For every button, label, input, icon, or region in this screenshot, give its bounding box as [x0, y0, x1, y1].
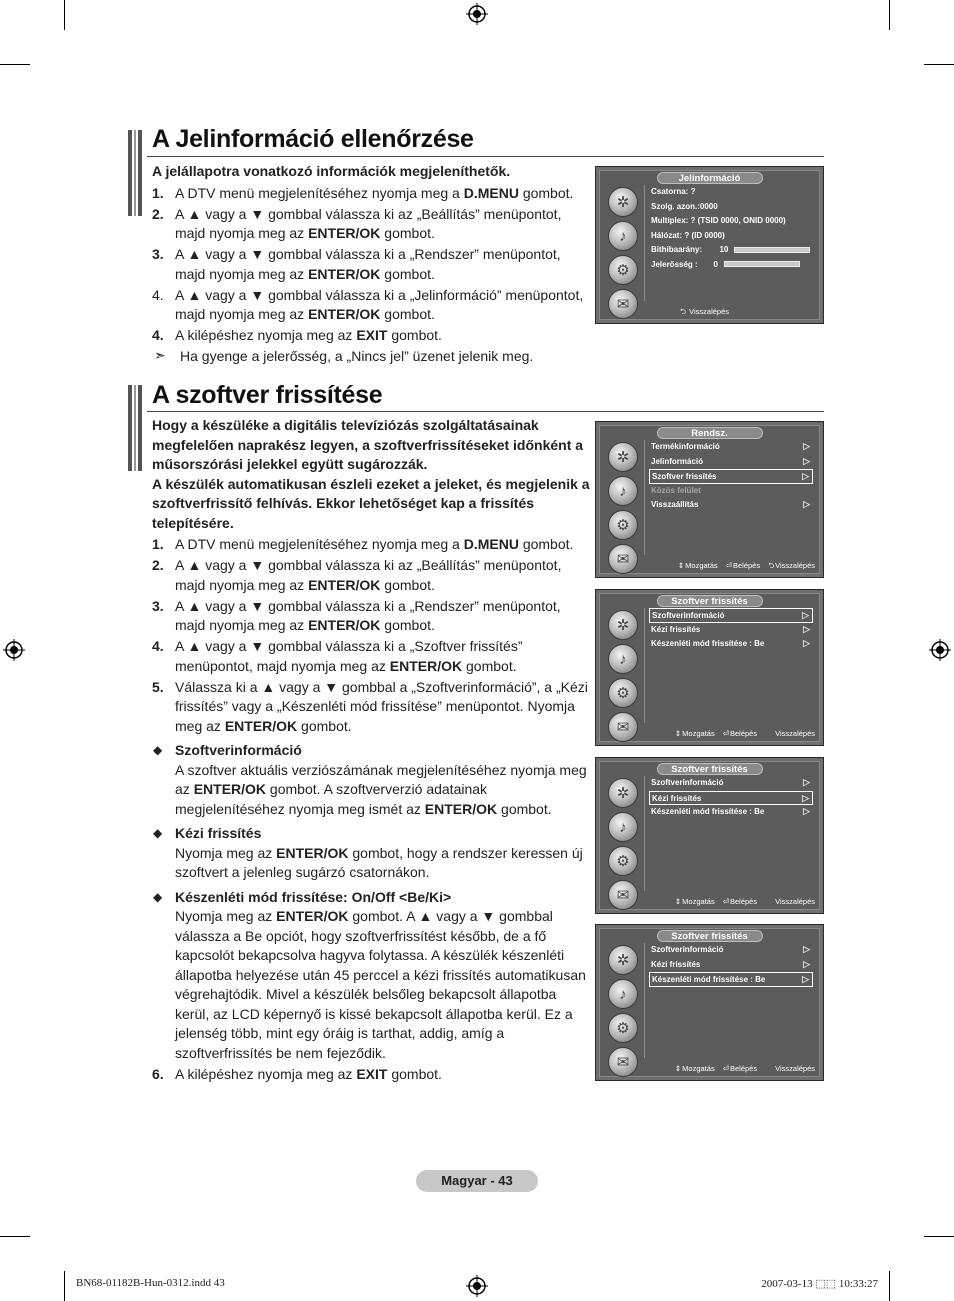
- setup-menu-icon: ⚙: [608, 1013, 638, 1043]
- step-item: 4. A kilépéshez nyomja meg az EXIT gombot.: [152, 327, 442, 343]
- arrow-right-icon: ▷: [802, 610, 809, 620]
- picture-menu-icon: ✲: [608, 442, 638, 472]
- ber-row: Bithibaarány: 10: [649, 243, 813, 258]
- section-title-jelinformacio: A Jelinformáció ellenőrzése: [152, 125, 474, 153]
- print-date: 2007-03-13 ⬚⬚ 10:33:27: [761, 1278, 878, 1290]
- arrow-right-icon: ▷: [803, 623, 810, 634]
- crop-mark: [0, 64, 30, 65]
- tv-screen-szoftver-2: [595, 757, 824, 914]
- sound-menu-icon: ♪: [608, 979, 638, 1009]
- input-menu-icon: ✉: [608, 289, 638, 319]
- arrow-right-icon: ▷: [803, 944, 810, 954]
- menu-item: Kézi frissítés ▷: [651, 623, 810, 634]
- setup-menu-icon: ⚙: [608, 846, 638, 876]
- crop-mark: [889, 0, 890, 30]
- section1-intro: A jelállapotra vonatkozó információk megjeleníthetők.: [152, 163, 511, 179]
- section-title-szoftver: A szoftver frissítése: [152, 381, 383, 409]
- crop-mark: [64, 0, 65, 30]
- section-rule: [147, 411, 824, 412]
- step-item: 1. A DTV menü megjelenítéséhez nyomja meg a D.MENU gombot.: [152, 536, 574, 552]
- arrow-right-icon: ▷: [803, 499, 810, 509]
- registration-mark-icon: [466, 3, 488, 25]
- step-item: 2. A ▲ vagy a ▼ gombbal válassza ki az „Beállítás” menüpontot, majd nyomja meg az ENTER/OK gombot.: [152, 557, 562, 593]
- sound-menu-icon: ♪: [608, 644, 638, 674]
- picture-menu-icon: ✲: [608, 610, 638, 640]
- menu-item: Visszaállítás ▷: [651, 499, 810, 509]
- section2-intro2: A készülék automatikusan észleli ezeket a jeleket, és megjelenik a szoftverfrissítő felhívás. Ekkor lehetőséget kap a frissítés telepítésére.: [152, 475, 590, 531]
- screen-title: Szoftver frissítés: [657, 763, 763, 775]
- tv-screen-szoftver-3: [595, 924, 824, 1081]
- menu-item: Kézi frissítés ▷: [651, 958, 810, 969]
- diamond-icon: ◆: [153, 826, 163, 840]
- crop-mark: [924, 64, 954, 65]
- step-item: 3. A ▲ vagy a ▼ gombbal válassza ki a „Rendszer” menüpontot, majd nyomja meg az ENTER/OK gombot.: [152, 246, 561, 282]
- section-marker: [128, 130, 142, 216]
- screen-footer: ⇕Mozgatás ⏎Belépés Visszalépés: [674, 729, 815, 738]
- section-marker: [128, 385, 142, 471]
- screen-title: Rendsz.: [657, 427, 763, 439]
- tv-screen-rendsz: [595, 421, 824, 578]
- note-arrow-icon: ➣: [154, 346, 166, 363]
- bullet-item: ◆ Készenléti mód frissítése: On/Off <Be/Ki> Nyomja meg az ENTER/OK gombot. A ▲ vagy a ▼ gombbal válassza a Be opciót, hogy szoftverfrissítést később, de a fő kapcsolót bekapcsolva hagyva folytassa. A készülék készenléti állapotba helyezése után 45 perccel a kézi frissítés automatikusan végrehajtódik. Mivel a készülék belsőleg bekapcsolt állapotba kerül, az LCD képernyő is kissé bekapcsolt állapotba kerül. Ez a jelenség több, mint egy óráig is tarthat, addig, amíg a szoftverfrissítés be nem fejeződik.: [153, 888, 586, 1061]
- input-menu-icon: ✉: [608, 1047, 638, 1077]
- picture-menu-icon: ✲: [608, 778, 638, 808]
- crop-mark: [0, 1236, 30, 1237]
- input-menu-icon: ✉: [608, 712, 638, 742]
- arrow-right-icon: ▷: [803, 958, 810, 969]
- screen-footer: ⇕Mozgatás ⏎Belépés Visszalépés: [674, 897, 815, 906]
- diamond-icon: ◆: [153, 743, 163, 757]
- note: ➣ Ha gyenge a jelerősség, a „Nincs jel” üzenet jelenik meg.: [154, 346, 534, 364]
- screen-row: Csatorna: ?: [651, 187, 696, 196]
- screen-footer: ⇕Mozgatás ⏎Belépés Visszalépés: [674, 1064, 815, 1073]
- menu-item: Szoftverinformáció ▷: [651, 944, 810, 954]
- step-item: 4. A ▲ vagy a ▼ gombbal válassza ki a „Szoftver frissítés” menüpontot, majd nyomja meg az ENTER/OK gombot.: [152, 638, 523, 674]
- menu-item-selected: Szoftver frissítés ▷: [649, 469, 813, 484]
- arrow-right-icon: ▷: [802, 471, 809, 481]
- arrow-right-icon: ▷: [803, 638, 810, 648]
- registration-mark-icon: [466, 1275, 488, 1297]
- arrow-right-icon: ▷: [803, 777, 810, 787]
- sound-menu-icon: ♪: [608, 221, 638, 251]
- screen-title: Szoftver frissítés: [657, 930, 763, 942]
- section-rule: [147, 156, 824, 157]
- setup-menu-icon: ⚙: [608, 510, 638, 540]
- menu-item: Jelinformáció ▷: [651, 455, 810, 466]
- picture-menu-icon: ✲: [608, 945, 638, 975]
- print-file-name: BN68-01182B-Hun-0312.indd 43: [76, 1277, 225, 1289]
- tv-screen-jelinformacio: [595, 166, 824, 324]
- sound-menu-icon: ♪: [608, 476, 638, 506]
- diamond-icon: ◆: [153, 889, 163, 904]
- screen-title: Szoftver frissítés: [657, 595, 763, 607]
- setup-menu-icon: ⚙: [608, 678, 638, 708]
- bullet-item: ◆ Szoftverinformáció A szoftver aktuális verziószámának megjelenítéséhez nyomja meg az ENTER/OK gombot. A szoftververzió adatainak megjelenítéséhez nyomja meg ismét az ENTER/OK gombot.: [153, 742, 587, 817]
- menu-item: Készenléti mód frissítése : Be ▷: [651, 638, 810, 648]
- menu-item-selected: Kézi frissítés ▷: [649, 791, 813, 806]
- menu-item-selected: Szoftverinformáció ▷: [649, 608, 813, 623]
- input-menu-icon: ✉: [608, 880, 638, 910]
- screen-row: Hálózat: ? (ID 0000): [651, 230, 725, 240]
- crop-mark: [64, 1271, 65, 1301]
- step-item: 2. A ▲ vagy a ▼ gombbal válassza ki az „Beállítás” menüpontot, majd nyomja meg az ENTER/OK gombot.: [152, 205, 562, 241]
- signal-bar: [724, 261, 800, 267]
- registration-mark-icon: [929, 639, 951, 661]
- step-item: 4. A ▲ vagy a ▼ gombbal válassza ki a „Jelinformáció” menüpontot, majd nyomja meg az ENTER/OK gombot.: [152, 286, 584, 322]
- bullet-item: ◆ Kézi frissítés Nyomja meg az ENTER/OK gombot, hogy a rendszer keressen új szoftvert a jelenleg sugárzó csatornákon.: [153, 825, 583, 880]
- screen-row: Multiplex: ? (TSID 0000, ONID 0000): [651, 216, 786, 225]
- signal-row: Jelerősség : 0: [649, 258, 813, 273]
- page-number-badge: Magyar - 43: [416, 1170, 538, 1192]
- setup-menu-icon: ⚙: [608, 255, 638, 285]
- registration-mark-icon: [3, 639, 25, 661]
- menu-item: Szoftverinformáció ▷: [651, 777, 810, 787]
- step-item: 1. A DTV menü megjelenítéséhez nyomja meg a D.MENU gombot.: [152, 184, 574, 201]
- arrow-right-icon: ▷: [803, 455, 810, 466]
- menu-item: Készenléti mód frissítése : Be ▷: [651, 806, 810, 816]
- arrow-right-icon: ▷: [802, 974, 809, 984]
- menu-item-disabled: Közös felület: [651, 485, 701, 495]
- section1-body: [152, 162, 592, 366]
- tv-screen-szoftver-1: [595, 589, 824, 746]
- arrow-right-icon: ▷: [803, 806, 810, 816]
- input-menu-icon: ✉: [608, 544, 638, 574]
- arrow-right-icon: ▷: [803, 441, 810, 451]
- screen-footer: ⮌ Visszalépés: [680, 307, 729, 316]
- menu-item-selected: Készenléti mód frissítése : Be ▷: [649, 972, 813, 987]
- menu-item: Termékinformáció ▷: [651, 441, 810, 451]
- screen-title: Jelinformáció: [657, 172, 763, 184]
- section2-body: [152, 416, 590, 1085]
- crop-mark: [889, 1271, 890, 1301]
- screen-footer: ⇕Mozgatás ⏎Belépés ⮌Visszalépés: [677, 561, 815, 570]
- screen-row: Szolg. azon.:0000: [651, 201, 718, 211]
- step-item: 3. A ▲ vagy a ▼ gombbal válassza ki a „Rendszer” menüpontot, majd nyomja meg az ENTER/OK gombot.: [152, 597, 561, 633]
- ber-bar: [734, 247, 810, 253]
- arrow-right-icon: ▷: [802, 792, 809, 803]
- step-item: 5. Válassza ki a ▲ vagy a ▼ gombbal a „Szoftverinformáció”, a „Kézi frissítés” vagy a „Készenléti mód frissítése” menüpontot. Nyomja meg az ENTER/OK gombot.: [152, 678, 588, 734]
- sound-menu-icon: ♪: [608, 812, 638, 842]
- step-item: 6. A kilépéshez nyomja meg az EXIT gombot.: [152, 1066, 442, 1082]
- picture-menu-icon: ✲: [608, 187, 638, 217]
- crop-mark: [924, 1236, 954, 1237]
- section2-intro: Hogy a készüléke a digitális televíziózás szolgáltatásainak megfelelően naprakész legyen, a szoftverfrissítéseket időnként a műsorszórási jelekkel együtt sugározzák.: [152, 417, 584, 472]
